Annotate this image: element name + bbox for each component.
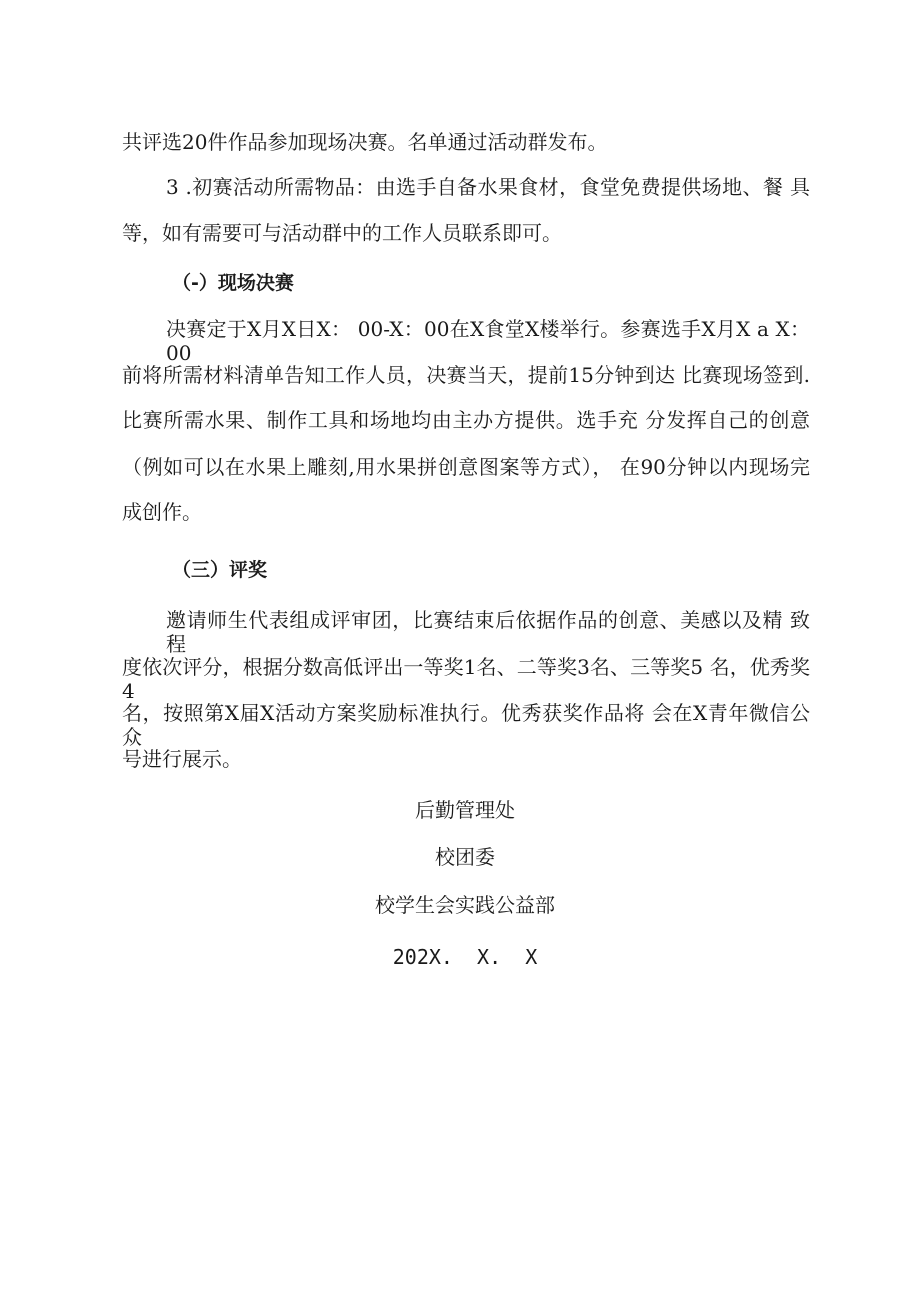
signature-org-student-union: 校学生会实践公益部 [375, 893, 555, 917]
signature-org-logistics: 后勤管理处 [415, 798, 515, 822]
paragraph-line: 等，如有需要可与活动群中的工作人员联系即可。 [122, 221, 562, 245]
section-heading-awards: （三）评奖 [172, 559, 268, 581]
paragraph-line: 成创作。 [122, 500, 202, 524]
paragraph-line: 决赛定于X月X日X： 00-X：00在X食堂X楼举行。参赛选手X月X a X： 00 [166, 317, 810, 365]
paragraph-line: 邀请师生代表组成评审团，比赛结束后依据作品的创意、美感以及精 致程 [166, 608, 810, 656]
signature-org-youth-league: 校团委 [435, 845, 495, 869]
section-heading-final: （-）现场决赛 [172, 272, 294, 294]
signature-date: 202X. X. X [392, 945, 538, 969]
paragraph-line: （例如可以在水果上雕刻,用水果拼创意图案等方式）， 在90分钟以内现场完 [122, 455, 810, 479]
paragraph-line: 度依次评分，根据分数高低评出一等奖1名、二等奖3名、三等奖5 名，优秀奖4 [122, 655, 810, 703]
paragraph-line: 名，按照第X届X活动方案奖励标准执行。优秀获奖作品将 会在X青年微信公众 [122, 701, 810, 749]
paragraph-line: 号进行展示。 [122, 747, 242, 771]
paragraph-line: 共评选20件作品参加现场决赛。名单通过活动群发布。 [122, 130, 608, 154]
paragraph-line: 比赛所需水果、制作工具和场地均由主办方提供。选手充 分发挥自己的创意 [122, 408, 810, 432]
paragraph-line: 3 .初赛活动所需物品：由选手自备水果食材，食堂免费提供场地、餐 具 [166, 175, 810, 199]
paragraph-line: 前将所需材料清单告知工作人员，决赛当天，提前15分钟到达 比赛现场签到. [122, 363, 810, 387]
